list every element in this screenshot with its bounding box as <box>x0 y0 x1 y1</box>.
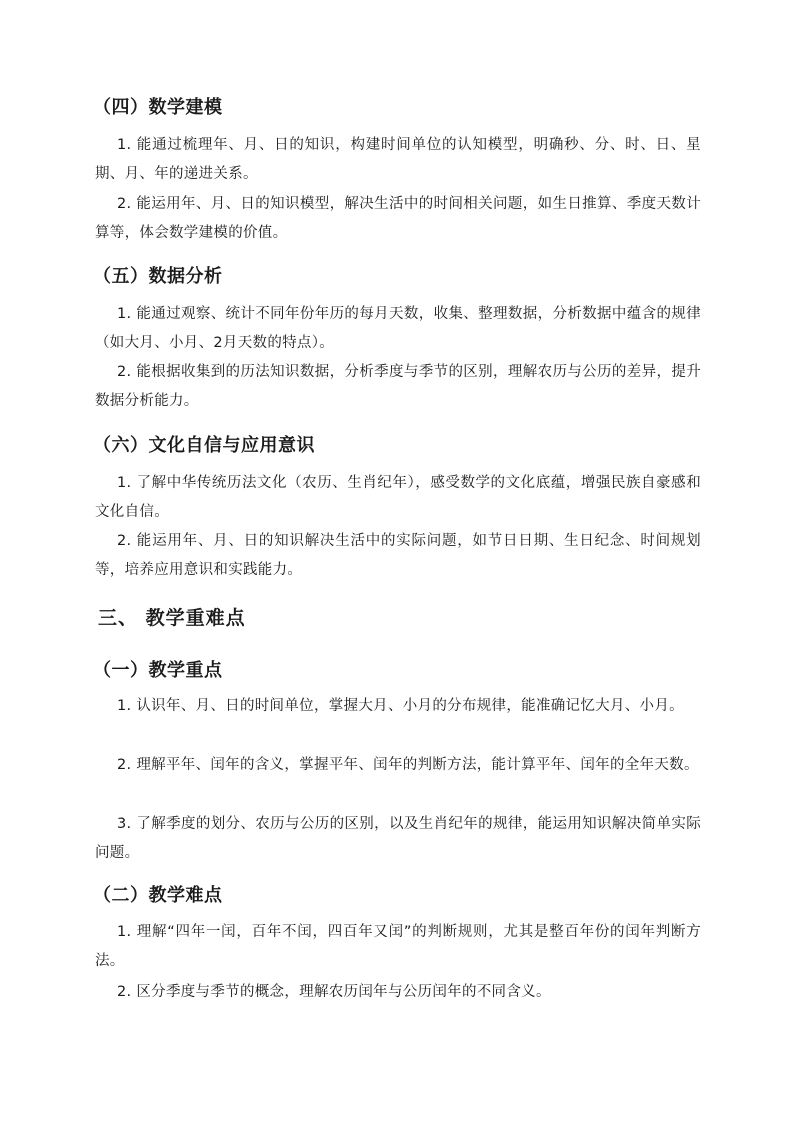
chapter-heading-key-difficult-points: 三、 教学重难点 <box>98 607 246 629</box>
section-heading-math-modeling: （四）数学建模 <box>93 97 223 118</box>
section-heading-culture: （六）文化自信与应用意识 <box>93 435 315 456</box>
paragraph-modeling-1: 1. 能通过梳理年、月、日的知识，构建时间单位的认知模型，明确秒、分、时、日、星期、月、年的递进关系。 <box>95 137 701 182</box>
paragraph-culture-1: 1. 了解中华传统历法文化（农历、生肖纪年），感受数学的文化底蕴，增强民族自豪感和文化自信。 <box>95 475 701 520</box>
paragraph-difficult-points-1: 1. 理解“四年一闰，百年不闰，四百年又闰”的判断规则，尤其是整百年份的闰年判断方法。 <box>95 924 701 969</box>
paragraph-culture-2: 2. 能运用年、月、日的知识解决生活中的实际问题，如节日日期、生日纪念、时间规划等，培养应用意识和实践能力。 <box>95 533 701 578</box>
section-heading-difficult-points: （二）教学难点 <box>93 885 223 906</box>
paragraph-modeling-2: 2. 能运用年、月、日的知识模型，解决生活中的时间相关问题，如生日推算、季度天数计算等，体会数学建模的价值。 <box>95 196 701 241</box>
paragraph-data-analysis-2: 2. 能根据收集到的历法知识数据，分析季度与季节的区别，理解农历与公历的差异，提升数据分析能力。 <box>95 364 701 409</box>
paragraph-key-points-2: 2. 理解平年、闰年的含义，掌握平年、闰年的判断方法，能计算平年、闰年的全年天数。 <box>117 757 699 773</box>
paragraph-key-points-1: 1. 认识年、月、日的时间单位，掌握大月、小月的分布规律，能准确记忆大月、小月。 <box>117 698 684 714</box>
paragraph-difficult-points-2: 2. 区分季度与季节的概念，理解农历闰年与公历闰年的不同含义。 <box>117 984 551 1000</box>
paragraph-data-analysis-1: 1. 能通过观察、统计不同年份年历的每月天数，收集、整理数据，分析数据中蕴含的规律（如大月、小月、2月天数的特点）。 <box>95 306 701 351</box>
paragraph-key-points-3: 3. 了解季度的划分、农历与公历的区别，以及生肖纪年的规律，能运用知识解决简单实际问题。 <box>95 816 701 861</box>
section-heading-key-points: （一）教学重点 <box>93 660 223 681</box>
section-heading-data-analysis: （五）数据分析 <box>93 266 223 287</box>
